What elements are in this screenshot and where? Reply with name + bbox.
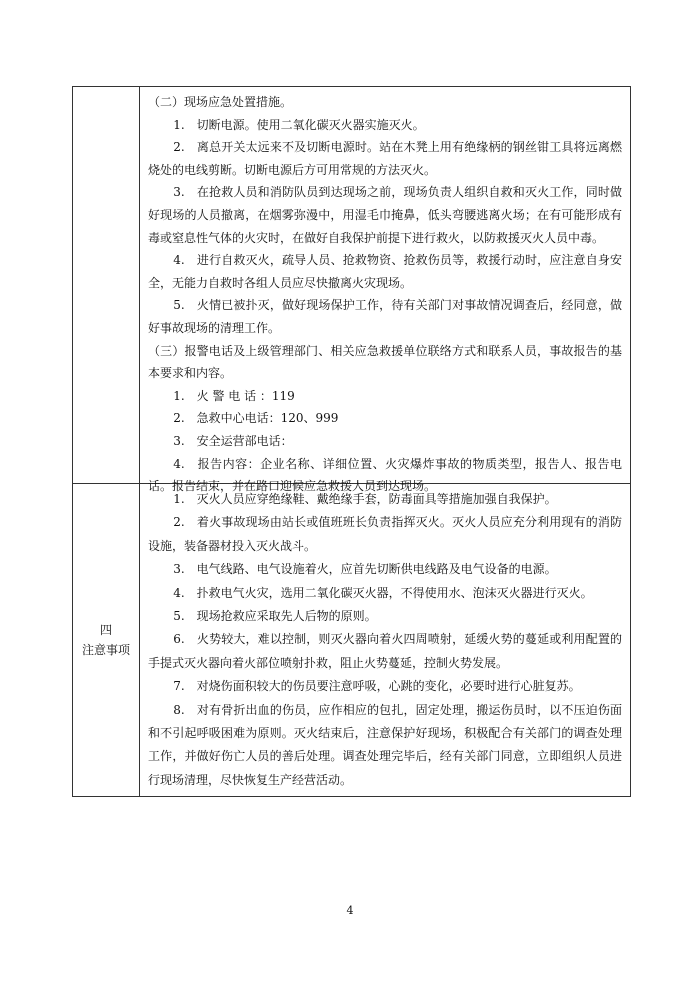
list-item: 3. 在抢救人员和消防队员到达现场之前，现场负责人组织自救和灭火工作，同时做好现场的人员撤离，在烟雾弥漫中，用湿毛巾掩鼻，低头弯腰逃离火场；在有可能形成有毒或窒息性气体的火灾时，在做好自我保护前提下进行救火，以防救援灭火人员中毒。 (148, 185, 622, 245)
list-item: 5. 现场抢救应采取先人后物的原则。 (173, 609, 377, 624)
section-label-cell (73, 484, 140, 796)
list-item: 1. 切断电源。使用二氧化碳灭火器实施灭火。 (173, 117, 425, 132)
table-row (73, 87, 630, 494)
section-number: 四 (99, 623, 112, 637)
document-table (72, 86, 631, 797)
list-item: 1. 火 警 电 话 ：119 (173, 388, 295, 403)
subsection-heading: （二）现场应急处置措施。 (148, 95, 293, 109)
list-item: 5. 火情已被扑灭，做好现场保护工作，待有关部门对事故情况调查后，经同意，做好事故现场的清理工作。 (148, 298, 622, 335)
section-title: 注意事项 (81, 643, 130, 657)
subsection-heading: （三）报警电话及上级管理部门、相关应急救援单位联络方式和联系人员，事故报告的基本要求和内容。 (148, 343, 622, 381)
page-number: 4 (346, 904, 354, 917)
list-item: 6. 火势较大，难以控制，则灭火器向着火四周喷射，延缓火势的蔓延或利用配置的手提式灭火器向着火部位喷射扑救，阻止火势蔓延，控制火势发展。 (148, 632, 622, 670)
list-item: 7. 对烧伤面积较大的伤员要注意呼吸，心跳的变化，必要时进行心脏复苏。 (173, 679, 581, 694)
precautions-cell (140, 484, 630, 796)
list-item: 2. 着火事故现场由站长或值班班长负责指挥灭火。灭火人员应充分利用现有的消防设施，装备器材投入灭火战斗。 (148, 515, 622, 553)
list-item: 4. 扑救电气火灾，选用二氧化碳灭火器，不得使用水、泡沫灭火器进行灭火。 (173, 585, 593, 600)
list-item: 8. 对有骨折出血的伤员，应作相应的包扎，固定处理，搬运伤员时，以不压迫伤面和不引起呼吸困难为原则。灭火结束后，注意保护好现场，积极配合有关部门的调查处理工作，并做好伤亡人员的善后处理。调查处理完毕后，经有关部门同意，立即组织人员进行现场清理，尽快恢复生产经营活动。 (148, 702, 622, 787)
list-item: 1. 灭火人员应穿绝缘鞋、戴绝缘手套，防毒面具等措施加强自我保护。 (173, 492, 557, 506)
list-item: 4. 报告内容：企业名称、详细位置、火灾爆炸事故的物质类型，报告人、报告电话。报告结束，并在路口迎候应急救援人员到达现场。 (148, 456, 622, 494)
list-item: 3. 安全运营部电话： (173, 433, 293, 448)
emergency-measures-cell (140, 87, 630, 494)
list-item: 3. 电气线路、电气设施着火，应首先切断供电线路及电气设备的电源。 (173, 562, 557, 577)
section-label-cell-empty (73, 87, 140, 483)
list-item: 2. 急救中心电话：120、999 (173, 411, 339, 426)
table-row (73, 484, 630, 796)
list-item: 4. 进行自救灭火，疏导人员、抢救物资、抢救伤员等，救援行动时，应注意自身安全，无能力自救时各组人员应尽快撤离火灾现场。 (148, 253, 622, 290)
list-item: 2. 离总开关太远来不及切断电源时。站在木凳上用有绝缘柄的钢丝钳工具将远离燃烧处的电线剪断。切断电源后方可用常规的方法灭火。 (148, 140, 622, 177)
